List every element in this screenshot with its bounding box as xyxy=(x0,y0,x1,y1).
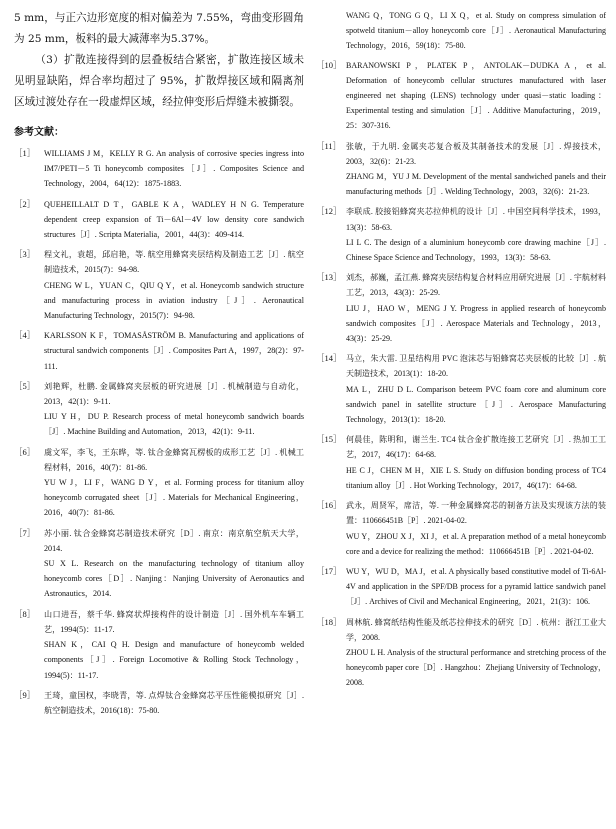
reference-item xyxy=(14,146,304,192)
reference-text: SU X L. Research on the manufacturing technology of titanium alloy honeycomb cores［D］. Nanjing：Nanjing University of Aeronautics and Astronautics，2014. xyxy=(44,559,304,599)
reference-text: 马立，朱大雷. 卫星结构用 PVC 泡沫芯与铝蜂窝芯夹层板的比较［J］. 航天制造技术，2013(1)：18-20. xyxy=(346,354,606,379)
reference-text: KARLSSON K F，TOMASÅSTRÖM B. Manufacturing and applications of structural sandwich components［J］. Composites Part A，1997，28(2)：97-111. xyxy=(44,331,304,371)
reference-text: QUEHEILLALT D T，GABLE K A，WADLEY H N G. Temperature dependent creep expansion of Ti－6Al－4V low density core sandwich structures［J］. Scripta Materialia，2001，44(3)：409-414. xyxy=(44,199,304,240)
reference-number: ［4］ xyxy=(14,330,36,341)
reference-text: 张敏，于九明. 金属夹芯复合板及其制备技术的发展［J］. 焊接技术，2003，32(6)：21-23. xyxy=(346,141,606,166)
reference-item xyxy=(316,270,606,346)
reference-item xyxy=(14,526,304,602)
reference-item xyxy=(316,204,606,265)
reference-text: YU W J，LI F，WANG D Y，et al. Forming process for titanium alloy honeycomb corrugated sheet［J］. Materials for Mechanical Engineering，2016，40(7)：81-86. xyxy=(44,478,304,518)
reference-number: ［18］ xyxy=(316,616,342,627)
reference-number: ［1］ xyxy=(14,148,36,158)
reference-text: ZHOU L H. Analysis of the structural performance and stretching process of the honeycomb paper core［D］. Hangzhou：Zhejiang University of Technology，2008. xyxy=(346,647,606,688)
reference-text: MA L，ZHU D L. Comparison beteem PVC foam core and aluminum core sandwich panel in satellite structure［J］. Aerospace Manufacturing Technology，2013(1)：18-20. xyxy=(346,384,606,425)
reference-item xyxy=(14,328,304,374)
body-paragraph-2: （3）扩散连接得到的层叠板结合紧密，扩散连接区域未见明显缺陷，焊合率均超过了 95%，扩散焊接区域和隔离剂区域过渡处存在一段虚焊区域，经拉伸变形后焊缝未被撕裂。 xyxy=(14,54,304,108)
reference-text: 刘杰，郝巍，孟江燕. 蜂窝夹层结构复合材料应用研究进展［J］. 宇航材料工艺，2013，43(3)：25-29. xyxy=(346,273,606,298)
reference-number: ［14］ xyxy=(316,353,342,364)
reference-text: CHENG W L，YUAN C，QIU Q Y，et al. Honeycomb sandwich structure and manufacturing process in aviation industry［J］. Aeronautical Manufacturing Technology，2015(7)：94-98. xyxy=(44,280,304,321)
reference-list-left xyxy=(14,146,304,718)
reference-item xyxy=(316,498,606,559)
reference-text: ZHANG M，YU J M. Development of the mental sandwiched panels and their manufacturing methods［J］. Welding Technology，2003，32(6)：21-23. xyxy=(346,172,606,197)
reference-text: WU Y，ZHOU X J，XI J，et al. A preparation method of a metal honeycomb core and a device for realizing the method：110666451B［P］. 2021-04-02. xyxy=(346,531,606,556)
reference-text: 刘艳辉，杜鹏. 金属蜂窝夹层板的研究进展［J］. 机械制造与自动化，2013，42(1)：9-11. xyxy=(44,381,304,407)
reference-item xyxy=(316,564,606,610)
reference-item xyxy=(14,607,304,683)
reference-item xyxy=(316,139,606,200)
reference-continuation: WANG Q，TONG G Q，LI X Q，et al. Study on compress simulation of spotweld titanium－alloy honeycomb core［J］. Aeronautical Manufacturing Technology，2016，59(18)：75-80. xyxy=(346,11,606,51)
reference-item xyxy=(14,688,304,718)
reference-text: HE C J，CHEN M H，XIE L S. Study on diffusion bonding process of TC4 titanium alloy［J］. Hot Working Technology，2017，46(17)：64-68. xyxy=(346,465,606,490)
reference-item xyxy=(316,58,606,134)
reference-item xyxy=(14,379,304,440)
references-heading: 参考文献： xyxy=(14,127,64,138)
reference-number: ［7］ xyxy=(14,527,36,538)
body-paragraph-1: 5 mm，与正六边形宽度的相对偏差为 7.55%，弯曲变形圆角为 25 mm，板料的最大减薄率为5.37%。 xyxy=(14,12,304,45)
reference-item xyxy=(14,197,304,243)
reference-number: ［12］ xyxy=(316,206,342,217)
reference-text: 武永，周贤军，席洁，等. 一种金属蜂窝芯的制备方法及实现该方法的装置：110666451B［P］. 2021-04-02. xyxy=(346,501,606,526)
reference-text: LI L C. The design of a aluminium honeycomb core drawing machine［J］. Chinese Space Science and Technology，1993，13(3)：58-63. xyxy=(346,237,606,263)
reference-text: 何晨佳，陈明和，谢兰生. TC4 钛合金扩散连接工艺研究［J］. 热加工工艺，2017，46(17)：64-68. xyxy=(346,435,606,460)
reference-text: LIU J，HAO W，MENG J Y. Progress in applied research of honeycomb sandwich composites［J］. Aerospace Materials and Technology，2013，43(3)：25-29. xyxy=(346,303,606,344)
reference-item xyxy=(14,445,304,521)
reference-item xyxy=(316,615,606,691)
reference-text: 苏小丽. 钛合金蜂窝芯制造技术研究［D］. 南京：南京航空航天大学，2014. xyxy=(44,528,304,553)
reference-text: 虞文军，李飞，王东晔，等. 钛合金蜂窝瓦楞板的成形工艺［J］. 机械工程材料，2016，40(7)：81-86. xyxy=(44,447,304,472)
reference-item xyxy=(316,432,606,493)
reference-text: 王琦，童国权，李晓青，等. 点焊钛合金蜂窝芯平压性能模拟研究［J］. 航空制造技术，2016(18)：75-80. xyxy=(44,690,304,715)
reference-number: ［9］ xyxy=(14,689,36,700)
left-column xyxy=(14,8,304,723)
reference-text: 程文礼，袁超，邱启艳，等. 航空用蜂窝夹层结构及制造工艺［J］. 航空制造技术，2015(7)：94-98. xyxy=(44,250,304,275)
reference-text: 周林航. 蜂窝纸结构性能及纸芯拉伸技术的研究［D］. 杭州：浙江工业大学，2008. xyxy=(346,617,606,642)
reference-number: ［6］ xyxy=(14,446,36,457)
reference-number: ［3］ xyxy=(14,249,36,260)
reference-list-right xyxy=(316,58,606,691)
reference-number: ［5］ xyxy=(14,380,36,391)
reference-number: ［15］ xyxy=(316,434,342,445)
reference-text: LIU Y H，DU P. Research process of metal honeycomb sandwich boards［J］. Machine Building and Automation，2013，42(1)：9-11. xyxy=(44,412,304,437)
reference-item xyxy=(14,247,304,323)
reference-number: ［16］ xyxy=(316,500,342,511)
reference-text: SHAN K，CAI Q H. Design and manufacture of honeycomb welded components［J］. Foreign Locomotive & Rolling Stock Technology，1994(5)：11-17. xyxy=(44,640,304,680)
reference-text: BARANOWSKI P，PLATEK P，ANTOLAK－DUDKA A，et al. Deformation of honeycomb cellular structures manufactured with laser engineered net shaping (LENS) technology under quasi－static loading：Experimental testing and simulation［J］. Additive Manufacturing，2019，25：307-316. xyxy=(346,60,606,131)
right-column xyxy=(316,8,606,696)
reference-item xyxy=(316,351,606,427)
reference-number: ［13］ xyxy=(316,272,342,283)
reference-number: ［10］ xyxy=(316,59,342,70)
reference-number: ［2］ xyxy=(14,198,36,209)
reference-text: WU Y，WU D，MA J，et al. A physically based constitutive model of Ti-6Al-4V and application in the SPF/DB process for a pyramid lattice sandwich panel［J］. Archives of Civil and Mechanical Engineering，2021，21(3)：106. xyxy=(346,566,606,607)
reference-number: ［8］ xyxy=(14,608,36,619)
reference-number: ［17］ xyxy=(316,565,342,576)
reference-text: 李联成. 胶接铝蜂窝夹芯拉伸机的设计［J］. 中国空间科学技术，1993，13(3)：58-63. xyxy=(346,207,606,232)
reference-number: ［11］ xyxy=(316,140,342,151)
reference-text: WILLIAMS J M，KELLY R G. An analysis of corrosive species ingress into IM7/PETI－5 Ti honeycomb composites［J］. Composites Science and Technology，2004，64(12)：1875-1883. xyxy=(44,149,304,189)
reference-text: 山口进吾，蔡千华. 蜂窝状焊接构件的设计制造［J］. 国外机车车辆工艺，1994(5)：11-17. xyxy=(44,609,304,634)
